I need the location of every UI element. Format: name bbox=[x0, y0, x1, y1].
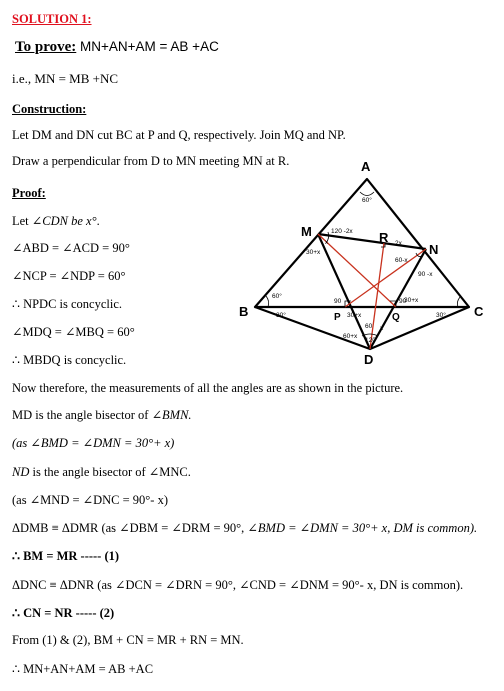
angle-b-60-label: 60° bbox=[272, 293, 282, 300]
angle-b-30-label: 30° bbox=[276, 312, 286, 319]
ie-line: i.e., MN = MB +NC bbox=[12, 71, 119, 86]
angle-c-30-label: 30° bbox=[436, 312, 446, 319]
segment-dr bbox=[370, 243, 384, 349]
point-n-label: N bbox=[429, 242, 439, 257]
bisector-2-reason: (as ∠MND = ∠DNC = 90°- x) bbox=[12, 493, 169, 507]
bisector-1-text: MD is the angle bisector of bbox=[12, 408, 152, 422]
result-1: ∴ BM = MR ----- (1) bbox=[12, 549, 120, 563]
bisector-1-angle: ∠BMN. bbox=[151, 408, 192, 422]
point-p-label: P bbox=[334, 312, 341, 323]
point-b-label: B bbox=[239, 304, 249, 319]
congruence-1-text: ΔDMB ≡ ΔDMR (as ∠DBM = ∠DRM = 90°, bbox=[12, 521, 248, 535]
angle-q-90-label: 90 bbox=[399, 298, 407, 305]
angle-r-2x-label: 2x bbox=[395, 240, 402, 247]
result-2: ∴ CN = NR ----- (2) bbox=[12, 606, 115, 620]
proof-heading: Proof: bbox=[12, 186, 46, 200]
angle-n-90x-label: 90 -x bbox=[418, 271, 433, 278]
arc-b bbox=[266, 296, 269, 307]
equation-1: ∠ABD = ∠ACD = 90° bbox=[12, 241, 130, 255]
to-prove-label: To prove: bbox=[15, 39, 77, 55]
point-d-label: D bbox=[364, 352, 374, 367]
now-therefore-line: Now therefore, the measurements of all the angles are as shown in the picture. bbox=[12, 381, 404, 395]
angle-d-120-label: 120 bbox=[365, 337, 376, 344]
solution-title: SOLUTION 1: bbox=[12, 12, 92, 26]
let-prefix: Let bbox=[12, 214, 32, 228]
point-r-label: R bbox=[379, 230, 389, 245]
angle-m-120-label: 120 -2x bbox=[331, 228, 353, 235]
equation-2: ∠NCP = ∠NDP = 60° bbox=[12, 269, 126, 283]
concyclic-1: ∴ NPDC is concyclic. bbox=[12, 297, 123, 311]
let-suffix: . bbox=[96, 214, 100, 228]
let-angle: ∠CDN be x° bbox=[31, 214, 97, 228]
construction-line-2: Draw a perpendicular from D to MN meeting MN at R. bbox=[12, 154, 290, 168]
angle-d-x-label: x bbox=[380, 325, 384, 332]
point-a-label: A bbox=[361, 159, 371, 174]
angle-p-30x-label: 30+x bbox=[347, 312, 362, 319]
angle-n-60x-label: 60-x bbox=[395, 257, 408, 264]
to-prove-statement: MN+AN+AM = AB +AC bbox=[80, 39, 219, 54]
from-line: From (1) & (2), BM + CN = MR + RN = MN. bbox=[12, 633, 244, 647]
arc-c bbox=[457, 297, 460, 307]
bisector-1-reason: (as ∠BMD = ∠DMN = 30°+ x) bbox=[12, 436, 175, 450]
construction-line-1: Let DM and DN cut BC at P and Q, respectively. Join MQ and NP. bbox=[12, 128, 346, 142]
point-c-label: C bbox=[474, 304, 484, 319]
bisector-2-text: is the angle bisector of ∠MNC. bbox=[29, 465, 191, 479]
angle-a-label: 60° bbox=[362, 197, 372, 204]
angle-m-30x-label: 30+x bbox=[306, 249, 321, 256]
angle-m-x-label: x bbox=[325, 239, 329, 246]
conclusion: ∴ MN+AN+AM = AB +AC bbox=[12, 662, 154, 676]
bisector-2-segment: ND bbox=[12, 465, 30, 479]
equation-3: ∠MDQ = ∠MBQ = 60° bbox=[12, 325, 135, 339]
concyclic-2: ∴ MBDQ is concyclic. bbox=[12, 353, 127, 367]
angle-d-60-label: 60 bbox=[365, 323, 373, 330]
segment-mn bbox=[318, 234, 426, 249]
point-m-label: M bbox=[301, 224, 312, 239]
construction-heading: Construction: bbox=[12, 102, 87, 116]
angle-p-60x-label: 60+x bbox=[343, 333, 358, 340]
congruence-2: ΔDNC ≡ ΔDNR (as ∠DCN = ∠DRN = 90°, ∠CND = ∠DNM = 90°- x, DN is common). bbox=[12, 578, 464, 592]
point-q-label: Q bbox=[392, 312, 400, 323]
angle-p-90-label: 90 bbox=[334, 298, 342, 305]
arc-a bbox=[360, 192, 374, 196]
angle-c-30x-label: 30+x bbox=[404, 297, 419, 304]
congruence-1-italic: ∠BMD = ∠DMN = 30°+ x, DM is common). bbox=[247, 521, 478, 535]
